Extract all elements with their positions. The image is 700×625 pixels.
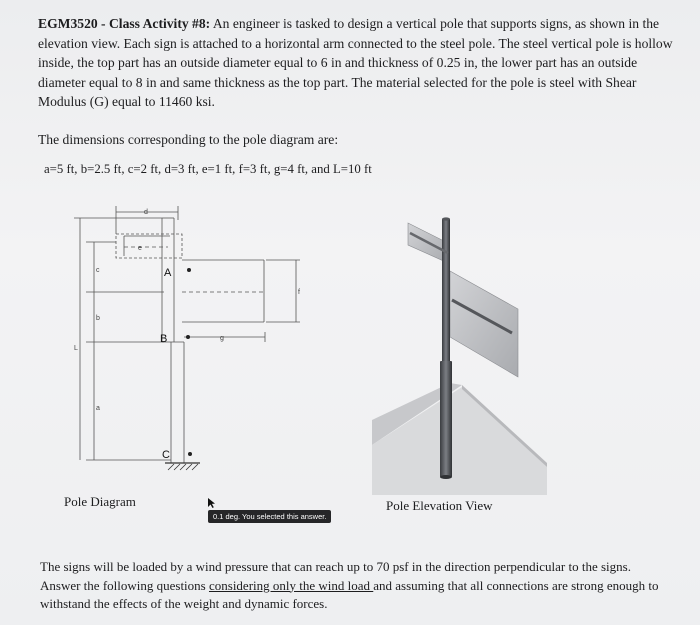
dim-l-label: L	[74, 345, 78, 352]
dim-a-label: a	[96, 405, 100, 412]
cursor-icon	[206, 497, 216, 509]
selected-answer-tooltip: 0.1 deg. You selected this answer.	[208, 510, 331, 523]
dim-f-label: f	[298, 289, 300, 296]
dim-c-label: c	[96, 267, 100, 274]
problem-statement	[38, 14, 674, 112]
dimensions-list: a=5 ft, b=2.5 ft, c=2 ft, d=3 ft, e=1 ft, f=3 ft, g=4 ft, and L=10 ft	[44, 162, 372, 176]
dimensions-intro: The dimensions corresponding to the pole diagram are:	[38, 132, 339, 147]
dim-b-label: b	[96, 315, 100, 322]
point-c-label: C	[162, 449, 170, 461]
elevation-caption: Pole Elevation View	[386, 498, 493, 513]
pole-elevation-view	[372, 205, 552, 495]
activity-heading: EGM3520 - Class Activity #8:	[38, 16, 211, 31]
pole-diagram-caption: Pole Diagram	[64, 494, 136, 509]
point-a-label: A	[164, 267, 172, 279]
pole-diagram	[60, 196, 310, 481]
dim-e-label: e	[138, 245, 142, 252]
point-b-label: B	[160, 333, 168, 345]
wind-load-underlined: considering only the wind load	[208, 577, 374, 593]
wind-load-text-2: and assuming that all connections are strong enough to withstand the effects of the weight and dynamic forces.	[40, 577, 659, 611]
wind-load-text-1: The signs will be loaded by a wind pressure that can reach up to 70 psf in the direction perpendicular to the signs. Answer the following questions	[40, 559, 631, 593]
dim-d-label: d	[144, 209, 148, 216]
dim-g-label: g	[220, 335, 224, 342]
wind-load-statement	[40, 558, 660, 614]
problem-text: An engineer is tasked to design a vertical pole that supports signs, as shown in the elevation view. Each sign is attached to a horizontal arm connected to the steel pole. The steel vertical pole is hollow inside, the top part has an outside diameter equal to 6 in and thickness of 0.25 in, the lower part has an outside diameter equal to 8 in and same thickness as the top part. The material selected for the pole is steel with Shear Modulus (G) equal to 11460 ksi.	[38, 16, 673, 109]
